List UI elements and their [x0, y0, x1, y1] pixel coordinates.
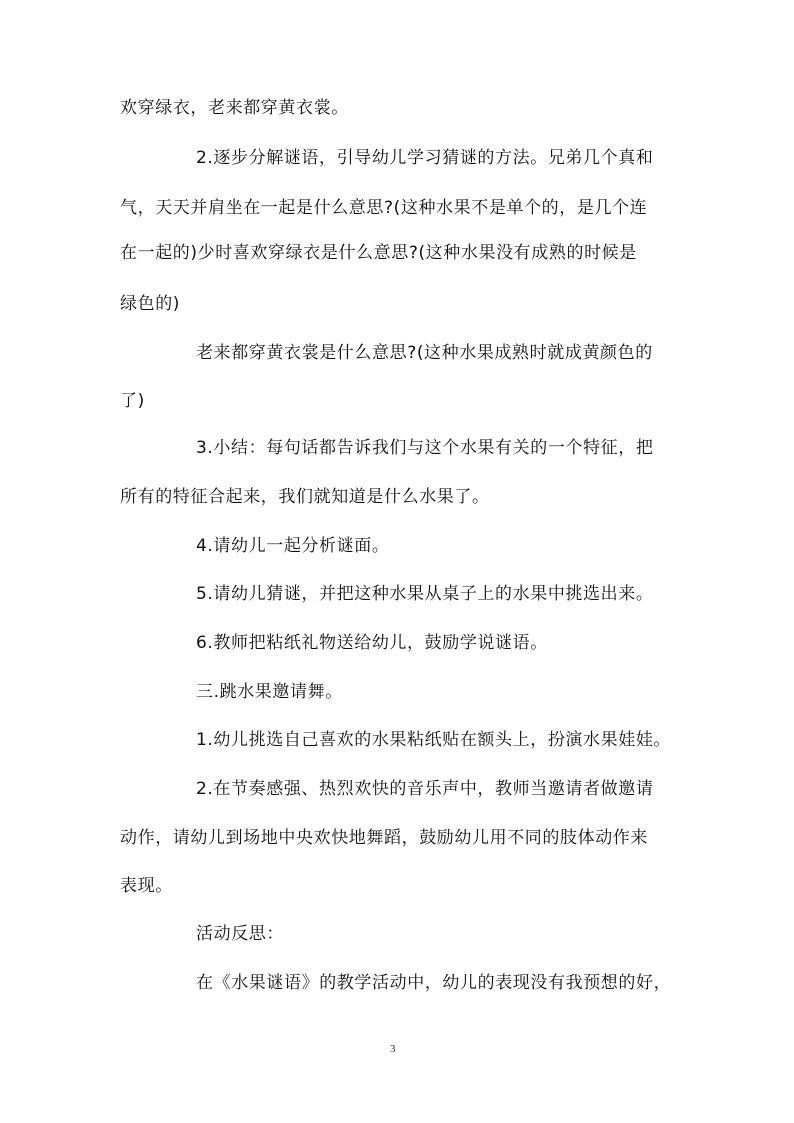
- text-line: 在一起的)少时喜欢穿绿衣是什么意思?(这种水果没有成熟的时候是: [120, 243, 637, 263]
- section-heading: 活动反思：: [196, 924, 284, 944]
- text-line: 2.在节奏感强、热烈欢快的音乐声中，教师当邀请者做邀请: [196, 779, 654, 799]
- text-line: 所有的特征合起来，我们就知道是什么水果了。: [120, 487, 490, 507]
- text-line: 3.小结：每句话都告诉我们与这个水果有关的一个特征，把: [196, 438, 654, 458]
- text-line: 2.逐步分解谜语，引导幼儿学习猜谜的方法。兄弟几个真和: [196, 148, 654, 168]
- page-number: 3: [390, 1043, 396, 1055]
- text-line: 5.请幼儿猜谜，并把这种水果从桌子上的水果中挑选出来。: [196, 584, 654, 604]
- text-line: 表现。: [120, 876, 173, 896]
- text-line: 6.教师把粘纸礼物送给幼儿，鼓励学说谜语。: [196, 633, 548, 653]
- text-line: 动作，请幼儿到场地中央欢快地舞蹈，鼓励幼儿用不同的肢体动作来: [120, 828, 648, 848]
- text-line: 4.请幼儿一起分析谜面。: [196, 536, 390, 556]
- text-line: 了): [120, 391, 145, 411]
- text-line: 绿色的): [120, 294, 181, 314]
- text-line: 老来都穿黄衣裳是什么意思?(这种水果成熟时就成黄颜色的: [196, 343, 653, 363]
- text-line: 1.幼儿挑选自己喜欢的水果粘纸贴在额头上，扮演水果娃娃。: [196, 730, 672, 750]
- text-line: 欢穿绿衣，老来都穿黄衣裳。: [120, 98, 349, 118]
- text-line: 在《水果谜语》的教学活动中，幼儿的表现没有我预想的好，: [196, 973, 672, 993]
- text-line: 气，天天并肩坐在一起是什么意思?(这种水果不是单个的，是几个连: [120, 198, 648, 218]
- section-heading: 三.跳水果邀请舞。: [196, 682, 343, 702]
